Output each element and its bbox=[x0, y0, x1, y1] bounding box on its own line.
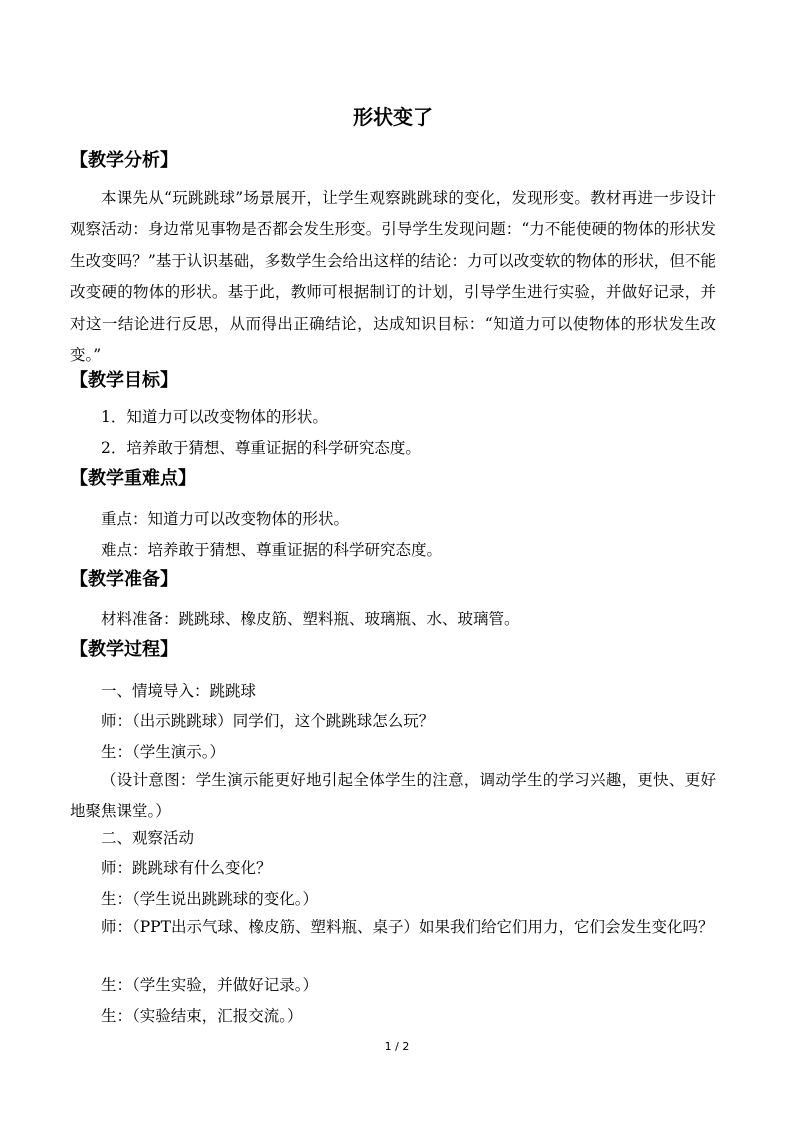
heading-key-points: 【教学重难点】 bbox=[70, 468, 196, 489]
process-line: 生：（学生演示。） bbox=[101, 743, 226, 761]
key-point-focus: 重点：知道力可以改变物体的形状。 bbox=[101, 510, 350, 528]
process-line: 生：（学生说出跳跳球的变化。） bbox=[101, 890, 319, 908]
process-line-design-intent: （设计意图：学生演示能更好地引起全体学生的注意，调动学生的学习兴趣，更快、更好地聚焦课堂。） bbox=[70, 771, 716, 821]
process-line: 生：（学生实验，并做好记录。） bbox=[101, 976, 319, 994]
process-line: 二、观察活动 bbox=[101, 829, 195, 847]
process-line: 师：（出示跳跳球）同学们，这个跳跳球怎么玩？ bbox=[101, 712, 435, 730]
goal-item-1: 1．知道力可以改变物体的形状。 bbox=[101, 408, 328, 426]
key-point-difficulty: 难点：培养敢于猜想、尊重证据的科学研究态度。 bbox=[101, 541, 443, 559]
process-line: 师：跳跳球有什么变化？ bbox=[101, 859, 272, 877]
document-title: 形状变了 bbox=[353, 105, 433, 129]
preparation-materials: 材料准备：跳跳球、橡皮筋、塑料瓶、玻璃瓶、水、玻璃管。 bbox=[101, 610, 520, 628]
document-page bbox=[70, 0, 716, 1123]
page-number: 1 / 2 bbox=[384, 1040, 410, 1053]
heading-teaching-analysis: 【教学分析】 bbox=[70, 150, 178, 171]
heading-preparation: 【教学准备】 bbox=[70, 569, 178, 590]
goal-item-2: 2．培养敢于猜想、尊重证据的科学研究态度。 bbox=[101, 439, 421, 457]
process-line-teacher-question: 师：（PPT出示气球、橡皮筋、塑料瓶、桌子）如果我们给它们用力，它们会发生变化吗？ bbox=[101, 918, 714, 936]
heading-teaching-goals: 【教学目标】 bbox=[70, 370, 178, 391]
process-line: 一、情境导入：跳跳球 bbox=[101, 682, 257, 700]
heading-teaching-process: 【教学过程】 bbox=[70, 639, 178, 660]
process-line: 生：（实验结束，汇报交流。） bbox=[101, 1007, 303, 1025]
analysis-paragraph: 本课先从“玩跳跳球”场景展开，让学生观察跳跳球的变化，发现形变。教材再进一步设计观察活动：身边常见事物是否都会发生形变。引导学生发现问题：“力不能使硬的物体的形状发生改变吗？”基于认识基础，多数学生会给出这样的结论：力可以改变软的物体的形状，但不能改变硬的物体的形状。基于此，教师可根据制订的计划，引导学生进行实验，并做好记录，并对这一结论进行反思，从而得出正确结论，达成知识目标：“知道力可以使物体的形状发生改变。” bbox=[70, 189, 716, 365]
